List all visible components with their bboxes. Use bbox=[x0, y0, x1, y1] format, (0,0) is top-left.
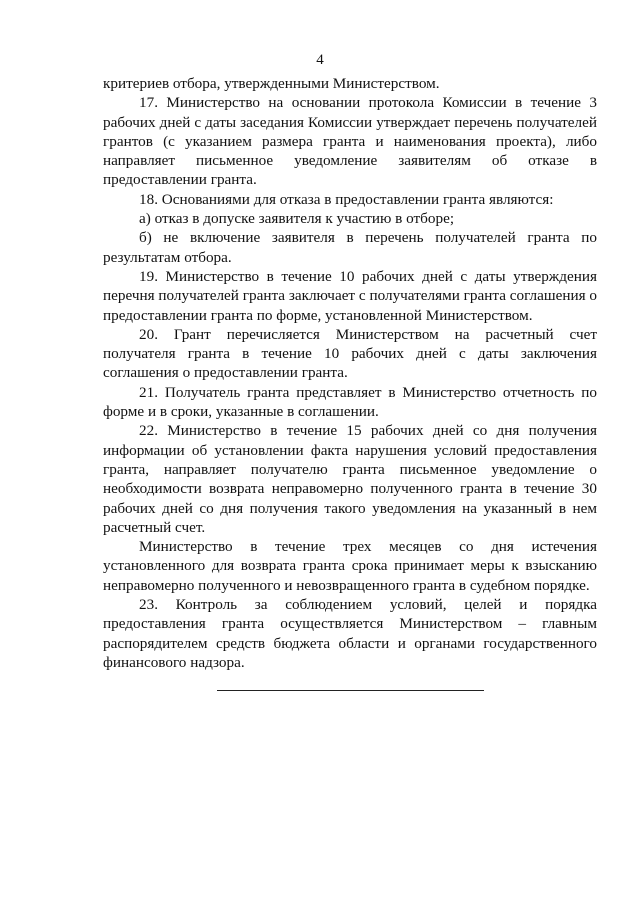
end-of-document-rule bbox=[217, 690, 484, 691]
paragraph-22: 22. Министерство в течение 15 рабочих дней со дня получения информации об установлении факта нарушения условий предоставления гранта, направляет получателю гранта письменное уведомление о необходимости возврата неправомерно полученного гранта в течение 30 рабочих дней со дня получения такого уведомления на указанный в нем расчетный счет. bbox=[103, 422, 597, 536]
paragraph-22-continued: Министерство в течение трех месяцев со дня истечения установленного для возврата гранта срока принимает меры к взысканию неправомерно полученного и невозвращенного гранта в судебном порядке. bbox=[103, 538, 597, 594]
paragraph-18b: б) не включение заявителя в перечень получателей гранта по результатам отбора. bbox=[103, 229, 597, 266]
paragraph-20: 20. Грант перечисляется Министерством на расчетный счет получателя гранта в течение 10 рабочих дней с даты заключения соглашения о предоставлении гранта. bbox=[103, 325, 597, 382]
paragraph-23: 23. Контроль за соблюдением условий, целей и порядка предоставления гранта осуществляется Министерством – главным распорядителем средств бюджета области и органами государственного финансового надзора. bbox=[103, 596, 597, 671]
paragraph-continuation: критериев отбора, утвержденными Министерством. bbox=[103, 75, 440, 92]
paragraph-18a: а) отказ в допуске заявителя к участию в отборе; bbox=[139, 210, 455, 228]
paragraph-21: 21. Получатель гранта представляет в Министерство отчетность по форме и в сроки, указанные в соглашении. bbox=[103, 383, 597, 421]
paragraph-18: 18. Основаниями для отказа в предоставлении гранта являются: bbox=[139, 190, 554, 208]
page-number: 4 bbox=[316, 52, 324, 68]
paragraph-17: 17. Министерство на основании протокола Комиссии в течение 3 рабочих дней с даты заседания Комиссии утверждает перечень получателей грантов (с указанием размера гранта и наименования проекта), либо направляет письменное уведомление заявителям об отказе в предоставлении гранта. bbox=[103, 94, 597, 189]
paragraph-19: 19. Министерство в течение 10 рабочих дней с даты утверждения перечня получателей гранта заключает с получателями гранта соглашения о предоставлении гранта по форме, установленной Министерством. bbox=[103, 267, 597, 324]
document-body bbox=[103, 74, 597, 672]
